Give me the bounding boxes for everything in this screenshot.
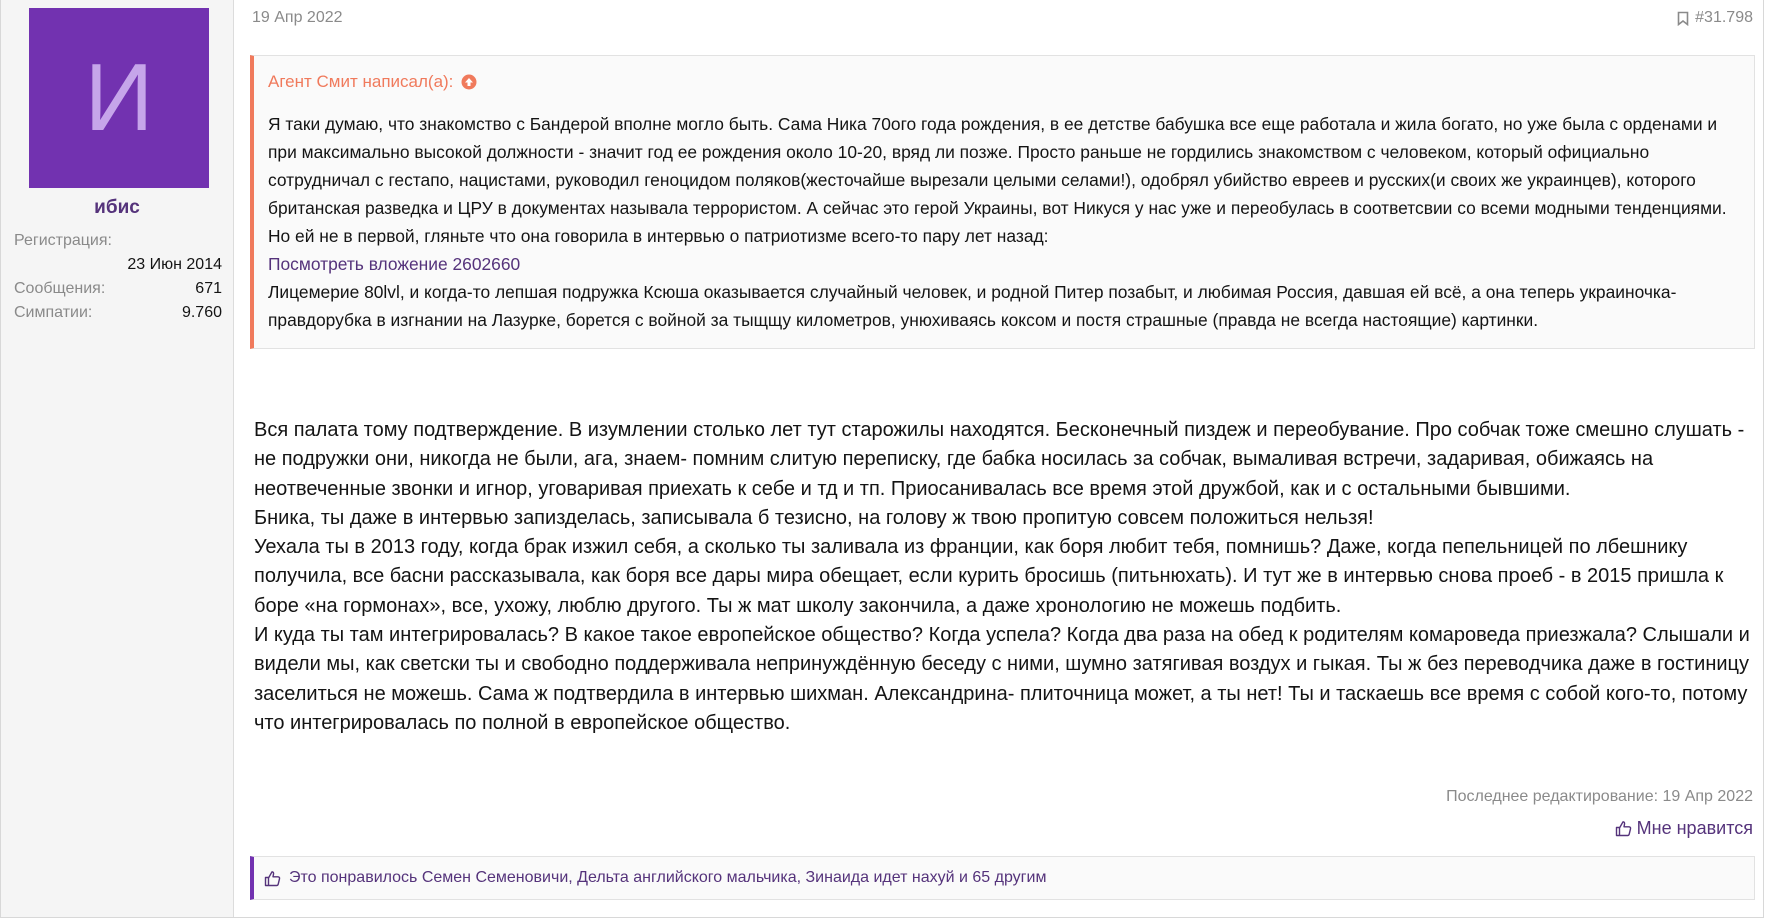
quote-paragraph: Лицемерие 80lvl, и когда-то лепшая подружка Ксюша оказывается случайный человек, и родной Питер позабыт, и любимая Россия, давшая ей всё, а она теперь украиночка-правдорубка в изгнании на Лазурке, борется с войной за тыщщу километров, унюхиваясь коксом и постя страшные (правда не всегда настоящие) картинки.	[268, 282, 1677, 330]
avatar-letter: И	[84, 44, 154, 151]
quote-paragraph: Но ей не в первой, гляньте что она говорила в интервью о патриотизме всего-то пару лет назад:	[268, 226, 1049, 246]
user-stats	[14, 229, 222, 325]
arrow-up-circle-icon[interactable]	[461, 74, 477, 90]
messages-label: Сообщения:	[14, 280, 106, 297]
thumbs-up-icon	[1615, 820, 1632, 837]
like-button[interactable]	[1615, 818, 1753, 839]
message-paragraph: И куда ты там интегрировалась? В какое такое европейское общество? Когда успела? Когда два раза на обед к родителям комароведа приезжала? Слышали и видели мы, как светски ты и свободно поддерживала непринуждённую беседу с ними, шумно затягивая воздух и гыкая. Ты ж без переводчика даже в гостиницу заселиться не можешь. Сама ж подтвердила в интервью шихман. Александрина- плиточница может, а ты нет! Ты и таскаешь все время с собой кого-то, потому что интегрировалась по полной в европейское общество.	[254, 624, 1750, 734]
like-button-label: Мне нравится	[1636, 818, 1753, 838]
thumbs-up-icon	[264, 870, 281, 887]
post-date[interactable]: 19 Апр 2022	[252, 9, 343, 26]
post-number[interactable]	[1677, 9, 1753, 27]
attachment-link[interactable]: Посмотреть вложение 2602660	[268, 254, 521, 274]
last-edited: Последнее редактирование: 19 Апр 2022	[1446, 788, 1753, 805]
registration-label: Регистрация:	[14, 232, 112, 249]
quote-block	[250, 55, 1755, 349]
post-main	[234, 0, 1763, 917]
likes-summary-text[interactable]: Это понравилось Семен Семеновичи, Дельта английского мальчика, Зинаида идет нахуй и 65 другим	[289, 869, 1047, 886]
quote-paragraph: Я таки думаю, что знакомство с Бандерой вполне могло быть. Сама Ника 70ого года рождения, в ее детстве бабушка все еще работала и жила богато, но уже была с орденами и при максимально высокой должности - значит год ее рождения около 10-20, вряд ли позже. Просто раньше не гордились знакомством с человеком, который официально сотрудничал с гестапо, нацистами, руководил геноцидом поляков(жесточайше вырезали целыми селами!), одобрял убийство евреев и русских(и своих же украинцев), которого британская разведка и ЦРУ в документах называла террористом. А сейчас это герой Украины, вот Никуся у нас уже и переобулась в соответсвии со всеми модными тенденциями.	[268, 114, 1727, 218]
username[interactable]: ибис	[94, 197, 140, 218]
registration-date: 23 Июн 2014	[127, 256, 222, 273]
post-number-label: #31.798	[1695, 9, 1753, 26]
quote-author[interactable]: Агент Смит написал(а):	[268, 72, 454, 91]
messages-value: 671	[195, 280, 222, 297]
quote-header[interactable]	[268, 70, 1736, 94]
likes-summary-bar	[250, 856, 1755, 900]
likes-value: 9.760	[181, 304, 222, 321]
message-paragraph: Бника, ты даже в интервью запизделась, записывала б тезисно, на голову ж твою пропитую совсем положиться нельзя!	[254, 506, 1374, 529]
likes-label: Симпатии:	[14, 304, 93, 321]
message-body	[254, 416, 1755, 738]
avatar[interactable]	[29, 8, 209, 188]
user-sidebar	[1, 0, 234, 917]
message-paragraph: Вся палата тому подтверждение. В изумлении столько лет тут старожилы находятся. Бесконечный пиздеж и переобувание. Про собчак тоже смешно слушать - не подружки они, никогда не были, ага, знаем- помним слитую переписку, где бабка носилась за собчак, вымаливая встречи, задаривая, обижаясь на неотвеченные звонки и игнор, уговаривая приехать к себе и тд и тп. Приосанивалась все время этой дружбой, как и с остальными бывшими.	[254, 419, 1745, 500]
bookmark-icon[interactable]	[1677, 11, 1689, 26]
quote-body	[268, 110, 1736, 334]
message-paragraph: Уехала ты в 2013 году, когда брак изжил себя, а сколько ты заливала из франции, как боря любит тебя, помнишь? Даже, когда пепельницей по лбешнику получила, все басни рассказывала, как боря все дары мира обещает, если курить бросишь (питьнюхать). И тут же в интервью снова проеб - в 2015 пришла к боре «на гормонах», все, ухожу, люблю другого. Ты ж мат школу закончила, а даже хронологию не можешь подбить.	[254, 536, 1724, 617]
